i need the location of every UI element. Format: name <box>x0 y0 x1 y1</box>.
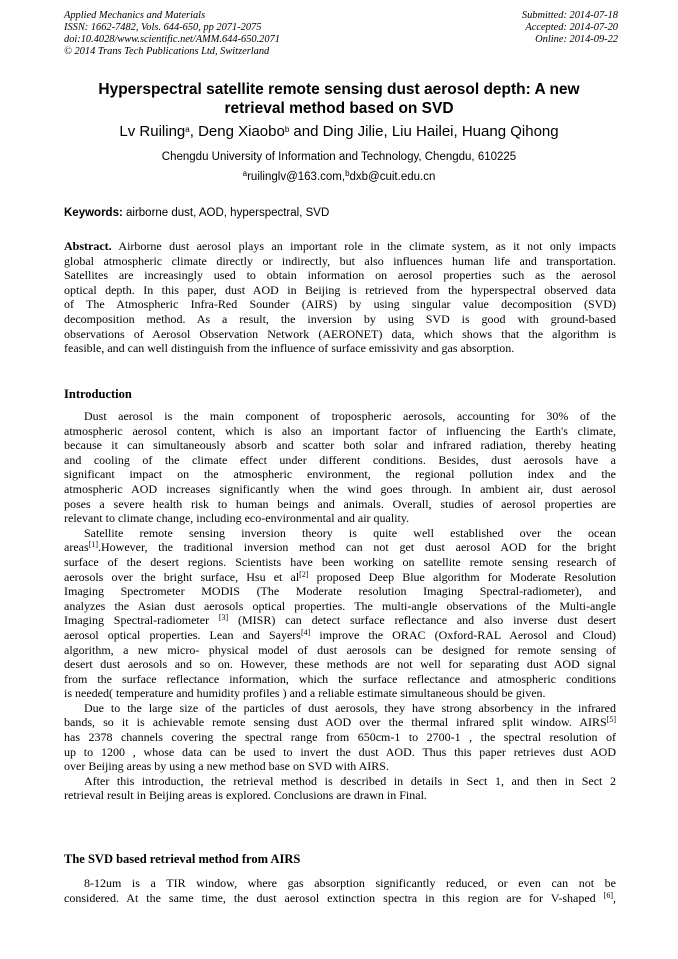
journal-info <box>64 10 280 58</box>
section-heading-introduction: Introduction <box>64 387 132 401</box>
body-line: retrieval result in Beijing areas is explored. Conclusions are drawn in Final. <box>64 788 427 803</box>
online-date: Online: 2014-09-22 <box>535 34 618 45</box>
abstract-label: Abstract. <box>64 239 112 253</box>
issn: ISSN: 1662-7482, Vols. 644-650, pp 2071-2075 <box>64 22 262 33</box>
body-line: areas[1].However, the traditional inversion method can not get dust aerosol AOD for the bright <box>64 540 616 555</box>
journal-name: Applied Mechanics and Materials <box>64 10 206 21</box>
section-heading-svd-method: The SVD based retrieval method from AIRS <box>64 852 301 866</box>
citation: [3] <box>218 613 229 623</box>
author-names-rest: and Ding Jilie, Liu Hailei, Huang Qihong <box>289 123 559 140</box>
body-line: from the surface reflectance information, which the surface reflectance and atmospheric conditions <box>64 671 616 686</box>
body-line: 8-12um is a TIR window, where gas absorption significantly reduced, or even can not be <box>84 876 616 890</box>
body-line: analyzes the Asian dust aerosols optical properties. The multi-angle observations of the Multi-angle <box>64 598 616 613</box>
citation: [6] <box>603 890 613 900</box>
email-link[interactable]: dxb@cuit.edu.cn <box>349 171 436 183</box>
submitted-date: Submitted: 2014-07-18 <box>521 10 618 21</box>
introduction-body <box>64 409 616 803</box>
paper-title <box>0 80 678 118</box>
body-line: Due to the large size of the particles of dust aerosols, they have strong absorbency in the infrared <box>84 700 616 715</box>
body-line: over Beijing areas by using a new method base on SVD with AIRS. <box>64 759 389 774</box>
body-line: aerosols over the bright surface, Hsu et al[2] proposed Deep Blue algorithm for Moderate Resolution <box>64 569 617 584</box>
author-name: Lv Ruiling <box>119 123 186 140</box>
body-line: Imaging Spectrometer MODIS (The Moderate resolution Imaging Spectral-radiometer), and <box>64 584 616 599</box>
body-line: because it can simultaneously absorb and scatter both solar and infrared radiation, thereby heating <box>64 438 616 453</box>
body-line: has 2378 channels covering the spectral range from 650cm-1 to 2700-1 , the spectral resolution of <box>64 730 616 745</box>
accepted-date: Accepted: 2014-07-20 <box>525 22 618 33</box>
abstract-line: decomposition method. As a result, the inversion by using SVD is good with ground-based <box>64 311 616 326</box>
body-line: relevant to climate change, including eco-environmental and air quality. <box>64 511 410 526</box>
author-emails <box>0 170 678 184</box>
body-line: surface of the desert regions. Scientists have been working on satellite remote sensing research of <box>64 554 616 569</box>
keywords-label: Keywords: <box>64 207 123 219</box>
author-separator: , <box>189 123 199 140</box>
body-line: Dust aerosol is the main component of tropospheric aerosols, accounting for 30% of the <box>84 409 616 423</box>
citation: [2] <box>299 569 309 579</box>
body-line: is needed( temperature and humidity profiles ) and a reliable estimate simultaneous should be given. <box>64 686 546 701</box>
abstract <box>64 239 616 356</box>
copyright: © 2014 Trans Tech Publications Ltd, Switzerland <box>64 46 270 57</box>
keywords <box>64 206 624 220</box>
publication-dates <box>522 10 618 46</box>
author-affil-mark: b <box>284 125 290 134</box>
body-line: After this introduction, the retrieval method is described in details in Sect 1, and then in Sect 2 <box>84 773 616 788</box>
body-line: atmospheric AOD increases significantly when the wind goes through. In ambient air, dust aerosol <box>64 481 616 496</box>
body-line: atmospheric aerosol content, which is also an important factor of influencing the Earth's climate, <box>64 423 616 438</box>
email-link[interactable]: ruilinglv@163.com, <box>247 171 346 183</box>
abstract-line: Satellites are increasingly used to obtain information on aerosol properties such as the aerosol <box>64 268 616 283</box>
abstract-line: of The Atmospheric Infra-Red Sounder (AIRS) by using singular value decomposition (SVD) <box>64 297 616 312</box>
abstract-line: Abstract. Airborne dust aerosol plays an important role in the climate system, as it not only impacts <box>64 239 616 253</box>
body-line: poses a severe health risk to human beings and animals. Overall, studies of aerosol properties are <box>64 496 616 511</box>
body-line: and cooling of the climate effect under different conditions. Besides, dust aerosols have a <box>64 452 616 467</box>
doi: doi:10.4028/www.scientific.net/AMM.644-650.2071 <box>64 34 280 45</box>
citation: [1] <box>88 540 98 550</box>
author-affil-mark: a <box>185 125 190 134</box>
body-line: desert dust aerosols and so on. However, these methods are not well for separating dust AOD signal <box>64 657 616 672</box>
affiliation: Chengdu University of Information and Technology, Chengdu, 610225 <box>161 151 517 163</box>
email-mark: a <box>242 169 248 178</box>
abstract-line: optical depth. In this paper, dust AOD in Beijing is retrieved from the hyperspectral observed data <box>64 282 616 297</box>
email-mark: b <box>345 169 350 178</box>
body-line: algorithm, a new micro- physical model of dust aerosols can be designed for remote sensing of <box>64 642 616 657</box>
citation: [4] <box>300 627 311 637</box>
title-line: retrieval method based on SVD <box>224 100 454 117</box>
title-line: Hyperspectral satellite remote sensing dust aerosol depth: A new <box>98 81 580 98</box>
abstract-line: global atmospheric climate directly or indirectly, but also influences human life and transportation. <box>64 253 616 268</box>
abstract-line: observations of Aerosol Observation Network (AERONET) data, which shows that the algorithm is <box>64 326 616 341</box>
body-line: Imaging Spectral-radiometer [3] (MISR) can detect surface reflectance and also inverse dust desert <box>64 613 617 628</box>
citation: [5] <box>606 715 616 725</box>
body-line: significant impact on the atmospheric environment, the regional pollution index and the <box>64 467 616 482</box>
body-line: considered. At the same time, the dust aerosol extinction spectra in this region are for V-shaped [6], <box>64 890 616 905</box>
body-line: bands, so it is achievable remote sensing dust AOD over the thermal infrared split window. AIRS[5] <box>64 715 616 730</box>
keywords-text: airborne dust, AOD, hyperspectral, SVD <box>122 207 330 219</box>
body-line: Satellite remote sensing inversion theory is quite well established over the ocean <box>84 525 616 540</box>
author-list <box>0 122 678 141</box>
svd-section-body <box>64 876 616 905</box>
abstract-line: feasible, and can well distinguish from the influence of surface emissivity and gas absorption. <box>64 341 515 356</box>
author-name: Deng Xiaobo <box>198 123 285 140</box>
body-line: up to 1200 , whose data can be used to invert the dust AOD. Thus this paper retrieves dust AOD <box>64 744 616 759</box>
body-line: aerosol optical properties. Lean and Sayers[4] improve the ORAC (Oxford-RAL Aerosol and Cloud) <box>64 627 617 642</box>
